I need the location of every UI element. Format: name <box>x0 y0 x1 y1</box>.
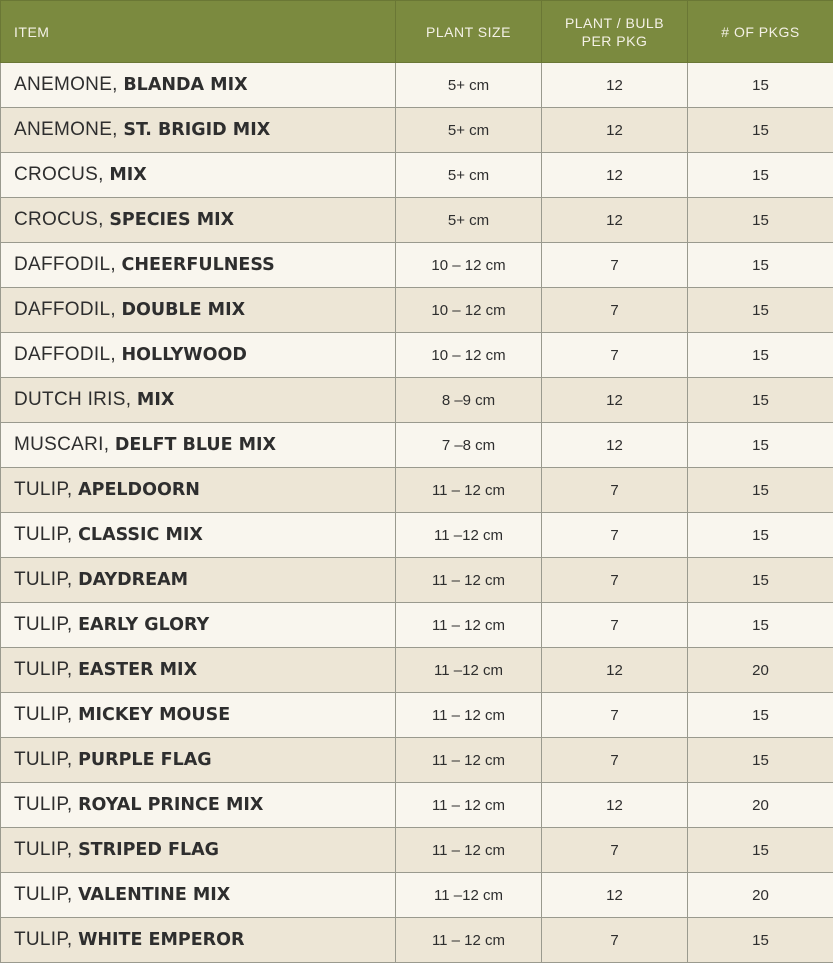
per-pkg-cell: 7 <box>542 738 688 783</box>
item-variety: MICKEY MOUSE <box>78 705 230 725</box>
plant-size-cell: 5+ cm <box>396 153 542 198</box>
table-row <box>1 153 833 198</box>
item-cell <box>1 198 396 243</box>
item-category: TULIP, <box>14 479 72 500</box>
item-variety: MIX <box>109 165 146 185</box>
header-plant-size: PLANT SIZE <box>396 1 542 63</box>
item-cell <box>1 333 396 378</box>
item-cell <box>1 378 396 423</box>
per-pkg-cell: 7 <box>542 513 688 558</box>
item-variety: MIX <box>137 390 174 410</box>
table-row <box>1 738 833 783</box>
item-cell <box>1 513 396 558</box>
per-pkg-cell: 12 <box>542 198 688 243</box>
per-pkg-cell: 7 <box>542 693 688 738</box>
num-pkgs-cell: 15 <box>688 828 833 873</box>
table-row <box>1 558 833 603</box>
item-category: TULIP, <box>14 794 72 815</box>
table-row <box>1 378 833 423</box>
plant-size-cell: 5+ cm <box>396 63 542 108</box>
item-variety: VALENTINE MIX <box>78 885 230 905</box>
table-row <box>1 468 833 513</box>
item-variety: DOUBLE MIX <box>122 300 246 320</box>
item-cell <box>1 873 396 918</box>
table-row <box>1 198 833 243</box>
item-cell <box>1 108 396 153</box>
num-pkgs-cell: 20 <box>688 648 833 693</box>
num-pkgs-cell: 15 <box>688 108 833 153</box>
item-cell <box>1 153 396 198</box>
item-variety: WHITE EMPEROR <box>78 930 244 950</box>
plant-size-cell: 11 – 12 cm <box>396 558 542 603</box>
num-pkgs-cell: 15 <box>688 738 833 783</box>
table-row <box>1 828 833 873</box>
item-cell <box>1 738 396 783</box>
per-pkg-cell: 7 <box>542 468 688 513</box>
num-pkgs-cell: 15 <box>688 693 833 738</box>
item-category: TULIP, <box>14 839 72 860</box>
per-pkg-cell: 7 <box>542 603 688 648</box>
item-category: TULIP, <box>14 749 72 770</box>
num-pkgs-cell: 15 <box>688 513 833 558</box>
item-category: DAFFODIL, <box>14 344 116 365</box>
item-variety: EARLY GLORY <box>78 615 209 635</box>
item-variety: DAYDREAM <box>78 570 188 590</box>
per-pkg-cell: 12 <box>542 783 688 828</box>
item-category: DAFFODIL, <box>14 254 116 275</box>
table-row <box>1 873 833 918</box>
item-cell <box>1 558 396 603</box>
item-variety: CLASSIC MIX <box>78 525 203 545</box>
plant-size-cell: 11 – 12 cm <box>396 918 542 963</box>
num-pkgs-cell: 15 <box>688 603 833 648</box>
table-row <box>1 288 833 333</box>
table-row <box>1 693 833 738</box>
per-pkg-cell: 7 <box>542 243 688 288</box>
item-category: TULIP, <box>14 929 72 950</box>
per-pkg-cell: 12 <box>542 63 688 108</box>
num-pkgs-cell: 15 <box>688 333 833 378</box>
item-cell <box>1 693 396 738</box>
num-pkgs-cell: 15 <box>688 423 833 468</box>
num-pkgs-cell: 15 <box>688 153 833 198</box>
item-cell <box>1 603 396 648</box>
item-category: DAFFODIL, <box>14 299 116 320</box>
item-category: CROCUS, <box>14 209 104 230</box>
item-variety: CHEERFULNESS <box>122 255 275 275</box>
item-category: ANEMONE, <box>14 119 118 140</box>
item-cell <box>1 468 396 513</box>
per-pkg-cell: 7 <box>542 558 688 603</box>
item-category: CROCUS, <box>14 164 104 185</box>
plant-size-cell: 10 – 12 cm <box>396 333 542 378</box>
table-row <box>1 648 833 693</box>
item-cell <box>1 828 396 873</box>
plant-size-cell: 10 – 12 cm <box>396 243 542 288</box>
item-cell <box>1 288 396 333</box>
table-row <box>1 423 833 468</box>
plant-size-cell: 11 – 12 cm <box>396 468 542 513</box>
plant-size-cell: 10 – 12 cm <box>396 288 542 333</box>
plant-size-cell: 7 –8 cm <box>396 423 542 468</box>
num-pkgs-cell: 20 <box>688 873 833 918</box>
per-pkg-cell: 7 <box>542 333 688 378</box>
per-pkg-cell: 7 <box>542 288 688 333</box>
header-num-pkgs: # OF PKGS <box>688 1 833 63</box>
item-category: TULIP, <box>14 659 72 680</box>
item-category: DUTCH IRIS, <box>14 389 131 410</box>
per-pkg-cell: 12 <box>542 108 688 153</box>
table-row <box>1 333 833 378</box>
item-category: TULIP, <box>14 569 72 590</box>
table-header <box>1 1 833 63</box>
plant-size-cell: 8 –9 cm <box>396 378 542 423</box>
num-pkgs-cell: 20 <box>688 783 833 828</box>
header-per-pkg <box>542 1 688 63</box>
item-category: TULIP, <box>14 614 72 635</box>
table-row <box>1 603 833 648</box>
table-row <box>1 63 833 108</box>
header-row <box>1 1 833 63</box>
plant-size-cell: 5+ cm <box>396 198 542 243</box>
per-pkg-cell: 7 <box>542 918 688 963</box>
table-body <box>1 63 833 963</box>
plant-size-cell: 11 – 12 cm <box>396 738 542 783</box>
num-pkgs-cell: 15 <box>688 63 833 108</box>
num-pkgs-cell: 15 <box>688 918 833 963</box>
item-variety: SPECIES MIX <box>109 210 234 230</box>
num-pkgs-cell: 15 <box>688 378 833 423</box>
plant-size-cell: 11 – 12 cm <box>396 603 542 648</box>
item-variety: ST. BRIGID MIX <box>123 120 270 140</box>
plant-size-cell: 11 – 12 cm <box>396 783 542 828</box>
plant-size-cell: 5+ cm <box>396 108 542 153</box>
item-category: ANEMONE, <box>14 74 118 95</box>
item-category: TULIP, <box>14 884 72 905</box>
item-cell <box>1 423 396 468</box>
plant-size-cell: 11 – 12 cm <box>396 828 542 873</box>
table-row <box>1 243 833 288</box>
table-row <box>1 513 833 558</box>
item-variety: ROYAL PRINCE MIX <box>78 795 263 815</box>
num-pkgs-cell: 15 <box>688 288 833 333</box>
item-category: TULIP, <box>14 524 72 545</box>
plant-size-cell: 11 –12 cm <box>396 648 542 693</box>
per-pkg-cell: 12 <box>542 648 688 693</box>
num-pkgs-cell: 15 <box>688 468 833 513</box>
item-variety: HOLLYWOOD <box>122 345 247 365</box>
item-cell <box>1 63 396 108</box>
item-variety: APELDOORN <box>78 480 200 500</box>
item-variety: PURPLE FLAG <box>78 750 212 770</box>
plant-size-cell: 11 –12 cm <box>396 513 542 558</box>
header-item: ITEM <box>1 1 396 63</box>
item-variety: STRIPED FLAG <box>78 840 219 860</box>
per-pkg-cell: 12 <box>542 378 688 423</box>
plant-size-cell: 11 –12 cm <box>396 873 542 918</box>
header-per-pkg-label: PLANT / BULB PER PKG <box>560 14 670 50</box>
table-row <box>1 783 833 828</box>
plant-size-cell: 11 – 12 cm <box>396 693 542 738</box>
item-variety: EASTER MIX <box>78 660 197 680</box>
item-cell <box>1 918 396 963</box>
table-row <box>1 918 833 963</box>
item-category: MUSCARI, <box>14 434 109 455</box>
per-pkg-cell: 12 <box>542 873 688 918</box>
per-pkg-cell: 12 <box>542 153 688 198</box>
item-cell <box>1 648 396 693</box>
num-pkgs-cell: 15 <box>688 198 833 243</box>
per-pkg-cell: 7 <box>542 828 688 873</box>
num-pkgs-cell: 15 <box>688 558 833 603</box>
table-row <box>1 108 833 153</box>
item-category: TULIP, <box>14 704 72 725</box>
num-pkgs-cell: 15 <box>688 243 833 288</box>
per-pkg-cell: 12 <box>542 423 688 468</box>
item-cell <box>1 243 396 288</box>
item-variety: DELFT BLUE MIX <box>115 435 276 455</box>
item-cell <box>1 783 396 828</box>
item-variety: BLANDA MIX <box>123 75 247 95</box>
